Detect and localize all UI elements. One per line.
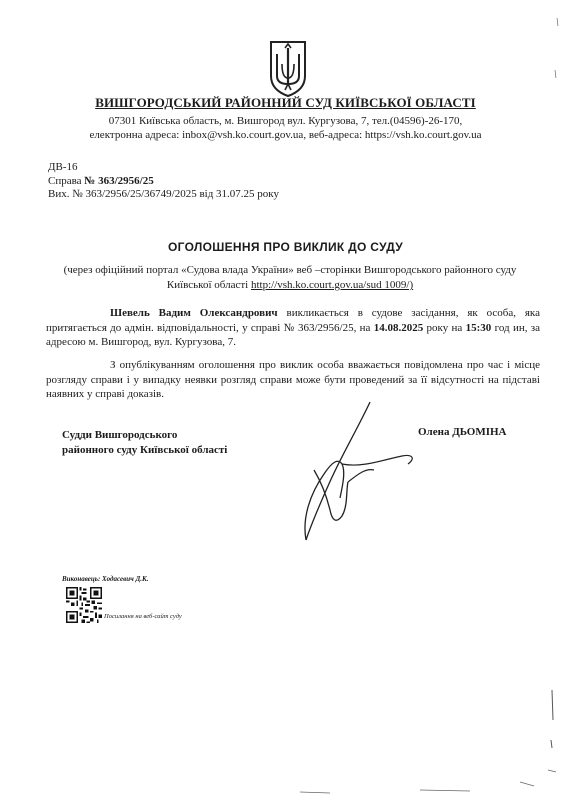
person-name: Шевель Вадим Олександрович: [110, 307, 278, 319]
judge-title-line1: Судди Вишгородського: [62, 429, 178, 441]
summons-text-c: год ин, за адресою м. Вишгород, вул. Кургузова, 7.: [46, 321, 540, 348]
case-number: № 363/2956/25: [84, 175, 154, 187]
summons-text-b: року на: [426, 321, 463, 334]
outgoing-number: Вих. № 363/2956/25/36749/2025 від 31.07.25 року: [48, 188, 279, 200]
form-code: ДВ-16: [48, 161, 78, 173]
court-address: 07301 Київська область, м. Вишгород вул. Кургузова, 7, тел.(04596)-26-170,: [108, 115, 463, 127]
court-portal-link[interactable]: http://vsh.ko.court.gov.ua/sud 1009/): [250, 279, 414, 291]
notification-paragraph: З опублікуванням оголошення про виклик особа вважається повідомлена про час і місце розгляду справи і у випадку неявки розгляд справи може бути проведений за її відсутності на підставі наявних у справі доказів.: [46, 359, 540, 400]
executor-note: Виконавець: Ходасевич Д.К.: [62, 575, 149, 583]
summons-text-a: викликається в судове засідання, як особа, яка притягається до адмін. відповідальності, у справі № 363/2956/25, на: [46, 307, 540, 334]
qr-caption: Посилання на веб-сайт суду: [104, 613, 182, 620]
hearing-date: 14.08.2025: [373, 321, 424, 334]
court-name: ВИШГОРОДСЬКИЙ РАЙОННИЙ СУД КИЇВСЬКОЇ ОБЛАСТІ: [95, 95, 476, 110]
notice-title: ОГОЛОШЕННЯ ПРО ВИКЛИК ДО СУДУ: [167, 240, 404, 254]
court-contacts: електронна адреса: inbox@vsh.ko.court.gov.ua, веб-адреса: https://vsh.ko.court.gov.ua: [89, 129, 482, 141]
subtitle-text: (через офіційний портал «Судова влада України» веб –сторінки Вишгородського районного суду Київської області: [63, 264, 517, 291]
judge-name: Олена ДЬОМІНА: [418, 426, 507, 438]
judge-title-line2: районного суду Київської області: [62, 444, 228, 456]
hearing-time: 15:30: [465, 321, 492, 334]
case-label: Справа: [48, 175, 82, 187]
